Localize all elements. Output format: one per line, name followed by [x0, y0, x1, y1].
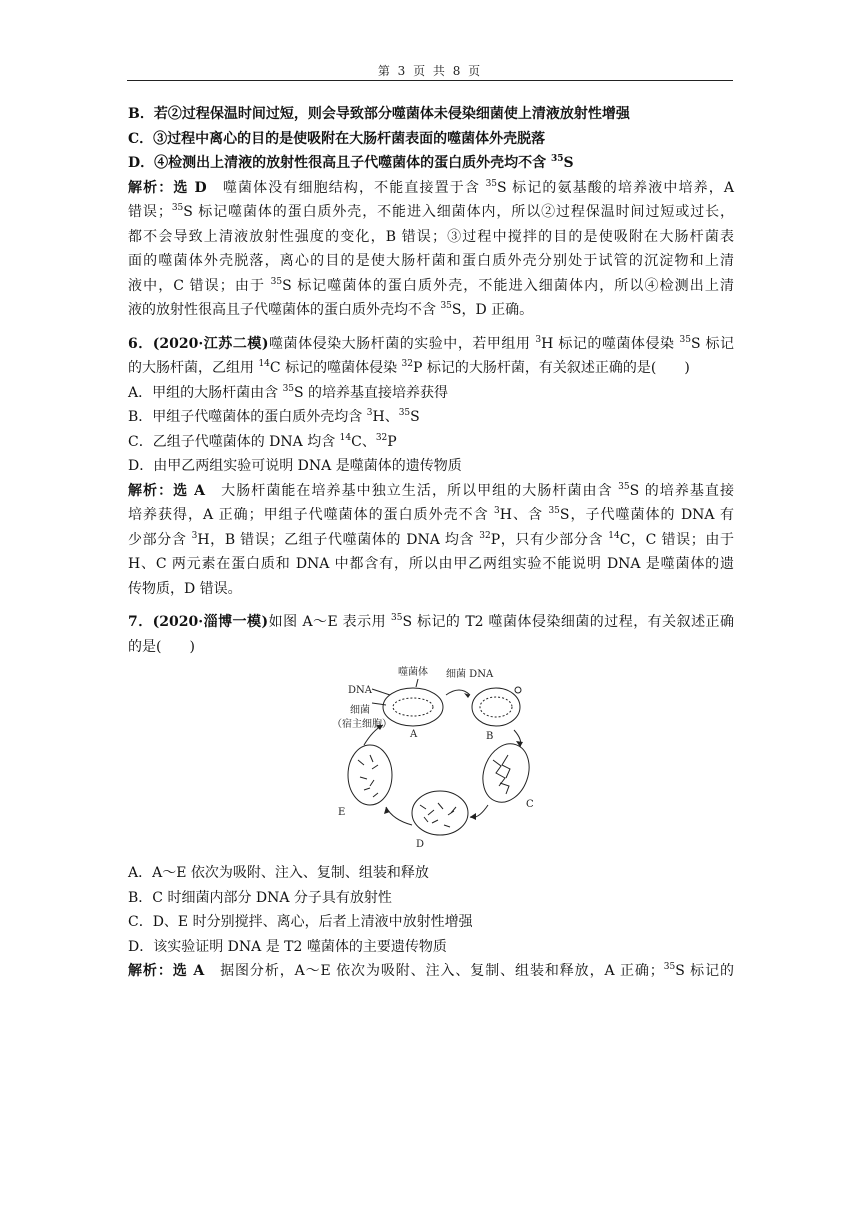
- q5-analysis-line: 液的放射性很高且子代噬菌体的蛋白质外壳均不含 $^{35}$S，D 正确。: [128, 301, 534, 318]
- page-content: [128, 102, 734, 984]
- q5-analysis-line: 解析：选 D 噬菌体没有细胞结构，不能直接置于含 $^{35}$S 标记的氨基酸的培养液中培养，A: [128, 178, 735, 196]
- arrow-d-e: [386, 807, 412, 825]
- bacterial-dna-a: [393, 698, 433, 716]
- q7-option-a: A．A～E 依次为吸附、注入、复制、组装和释放: [128, 865, 429, 881]
- q6-stem-line: 6．(2020·江苏二模)噬菌体侵染大肠杆菌的实验中，若甲组用 $^3$H 标记的噬菌体侵染 $^{35}$S 标记: [128, 334, 735, 352]
- q5-analysis-line: 液中，C 错误；由于 $^{35}$S 标记噬菌体的蛋白质外壳，不能进入细菌体内，所以④检测出上清: [128, 276, 734, 294]
- q7-option-c: C．D、E 时分别搅拌、离心，后者上清液中放射性增强: [128, 914, 473, 930]
- q6-option-c: C．乙组子代噬菌体的 DNA 均含 $^{14}$C、$^{32}$P: [128, 432, 397, 450]
- infection-cycle-diagram: [328, 665, 548, 855]
- label-dna: DNA: [348, 685, 372, 696]
- q6-option-b: B．甲组子代噬菌体的蛋白质外壳均含 $^3$H、$^{35}$S: [128, 408, 420, 425]
- label-b: B: [486, 731, 494, 742]
- label-e: E: [338, 807, 346, 818]
- q6-analysis-line: 解析：选 A 大肠杆菌能在培养基中独立生活，所以甲组的大肠杆菌由含 $^{35}$S 的培养基直接: [128, 481, 734, 499]
- label-bacterium: 细菌: [350, 705, 370, 716]
- q7-stem-line: 7．(2020·淄博一模)如图 A～E 表示用 $^{35}$S 标记的 T2 噬菌体侵染细菌的过程，有关叙述正确: [128, 613, 735, 630]
- q6-analysis-line: 传物质，D 错误。: [128, 580, 242, 597]
- cell-c: [475, 737, 537, 808]
- q6-stem-line: 的大肠杆菌，乙组用 $^{14}$C 标记的噬菌体侵染 $^{32}$P 标记的大肠杆菌，有关叙述正确的是( ): [128, 359, 690, 376]
- label-host-cell: （宿主细胞）: [332, 719, 392, 730]
- infection-cycle-figure: [128, 665, 734, 855]
- q6-option-a: A．甲组的大肠杆菌由含 $^{35}$S 的培养基直接培养获得: [128, 383, 449, 401]
- q6-analysis-line: 培养获得，A 正确；甲组子代噬菌体的蛋白质外壳不含 $^3$H、含 $^{35}$S，子代噬菌体的 DNA 有: [128, 506, 734, 523]
- q5-analysis-line: 都不会导致上清液放射性强度的变化，B 错误；③过程中搅拌的目的是使吸附在大肠杆菌表: [128, 228, 734, 245]
- cell-b: [472, 688, 520, 726]
- label-a: A: [410, 729, 418, 740]
- page-header: 第 3 页 共 8 页: [377, 64, 483, 78]
- cell-d: [412, 791, 468, 835]
- q7-option-d: D．该实验证明 DNA 是 T2 噬菌体的主要遗传物质: [128, 938, 447, 955]
- q5-option-d: D．④检测出上清液的放射性很高且子代噬菌体的蛋白质外壳均不含 $^{35}$S: [128, 154, 574, 171]
- label-bacterial-dna: 细菌 DNA: [446, 669, 494, 680]
- label-phage: 噬菌体: [398, 667, 428, 678]
- q5-option-b: B．若②过程保温时间过短，则会导致部分噬菌体未侵染细菌使上清液放射性增强: [128, 106, 630, 122]
- q6-analysis-line: H、C 两元素在蛋白质和 DNA 中都含有，所以由甲乙两组实验不能说明 DNA 是噬菌体的遗: [128, 556, 734, 572]
- q7-analysis-line: 解析：选 A 据图分析，A～E 依次为吸附、注入、复制、组装和释放，A 正确；$^{35}$S 标记的: [128, 962, 734, 979]
- q6-analysis-line: 少部分含 $^3$H，B 错误；乙组子代噬菌体的 DNA 均含 $^{32}$P，只有少部分含 $^{14}$C，C 错误；由于: [128, 530, 734, 548]
- q7-stem-line: 的是( ): [128, 638, 195, 655]
- q6-option-d: D．由甲乙两组实验可说明 DNA 是噬菌体的遗传物质: [128, 458, 462, 474]
- q7-option-b: B．C 时细菌内部分 DNA 分子具有放射性: [128, 889, 392, 906]
- cell-e: [348, 745, 392, 805]
- q5-option-c: C．③过程中离心的目的是使吸附在大肠杆菌表面的噬菌体外壳脱落: [128, 130, 546, 147]
- label-c: C: [526, 799, 534, 810]
- q5-analysis-line: 错误；$^{35}$S 标记噬菌体的蛋白质外壳，不能进入细菌体内，所以②过程保温时间过短或过长，: [128, 203, 735, 220]
- header-rule: [127, 80, 733, 81]
- q5-analysis-line: 面的噬菌体外壳脱落，离心的目的是使大肠杆菌和蛋白质外壳分别处于试管的沉淀物和上清: [128, 253, 734, 269]
- label-d: D: [416, 839, 425, 850]
- cell-a: [383, 688, 443, 726]
